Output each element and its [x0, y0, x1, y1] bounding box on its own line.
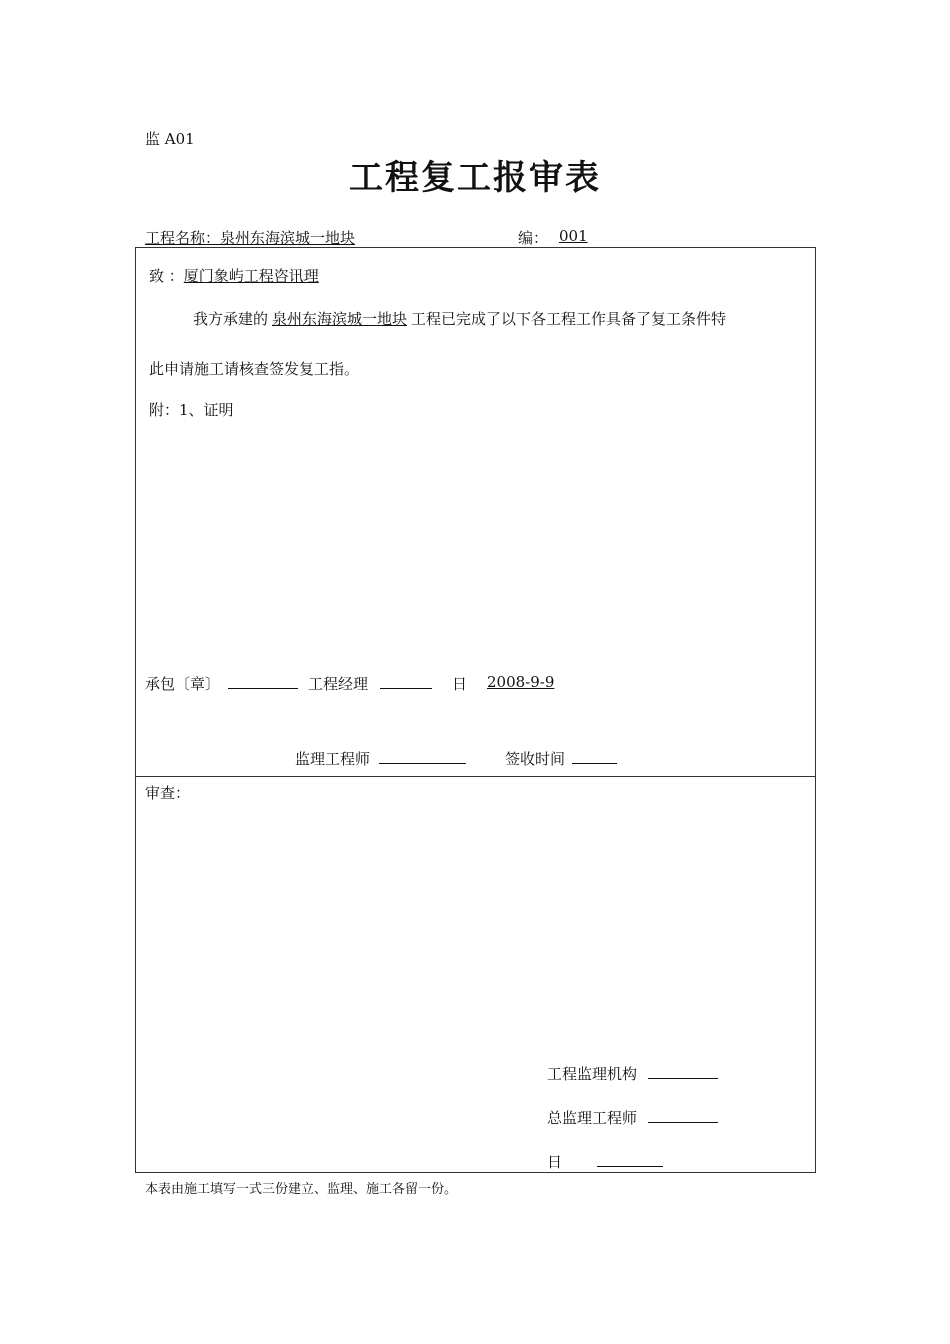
receive-time-label: 签收时间	[505, 750, 566, 768]
page-title: 工程复工报审表	[349, 158, 601, 198]
body-suffix: 工程已完成了以下各工程工作具备了复工条件特	[411, 310, 727, 328]
form-table	[135, 247, 816, 1173]
supervisor-signature-blank[interactable]	[379, 749, 466, 764]
serial-value: 001	[559, 227, 588, 245]
supervision-org-label: 工程监理机构	[547, 1065, 638, 1083]
serial-label: 编：	[518, 229, 549, 247]
to-label: 致 ：	[149, 267, 184, 285]
review-date-label: 日	[547, 1153, 563, 1171]
supervisor-label: 监理工程师	[295, 750, 371, 768]
application-date: 2008-9-9	[487, 673, 555, 691]
contractor-label: 承包〔章〕	[145, 675, 221, 693]
body-prefix: 我方承建的	[193, 310, 269, 328]
application-body-line2: 此申请施工请核查签发复工指。	[149, 360, 360, 378]
review-date-blank[interactable]	[597, 1152, 663, 1167]
project-name: 泉州东海滨城一地块	[220, 229, 356, 247]
project-label: 工程名称：	[145, 229, 221, 247]
manager-label: 工程经理	[308, 675, 369, 693]
attachment-line: 附：1、证明	[149, 401, 234, 419]
form-code: 监 A01	[145, 130, 195, 148]
chief-engineer-label: 总监理工程师	[547, 1109, 638, 1127]
footer-note: 本表由施工填写一式三份建立、监理、施工各留一份。	[145, 1182, 458, 1197]
date-label: 日	[452, 675, 468, 693]
review-label: 审查：	[145, 784, 191, 802]
receive-time-blank[interactable]	[572, 749, 617, 764]
project-name-row	[145, 227, 510, 248]
supervision-org-blank[interactable]	[648, 1064, 718, 1079]
body-project-name: 泉州东海滨城一地块	[272, 310, 408, 328]
addressee-name: 厦门象屿工程咨讯理	[183, 267, 319, 285]
manager-signature-blank[interactable]	[380, 674, 432, 689]
application-body-line1	[193, 308, 726, 329]
contractor-seal-blank[interactable]	[228, 674, 298, 689]
chief-engineer-blank[interactable]	[648, 1108, 718, 1123]
section-divider	[135, 776, 816, 777]
addressee-row	[149, 265, 319, 286]
